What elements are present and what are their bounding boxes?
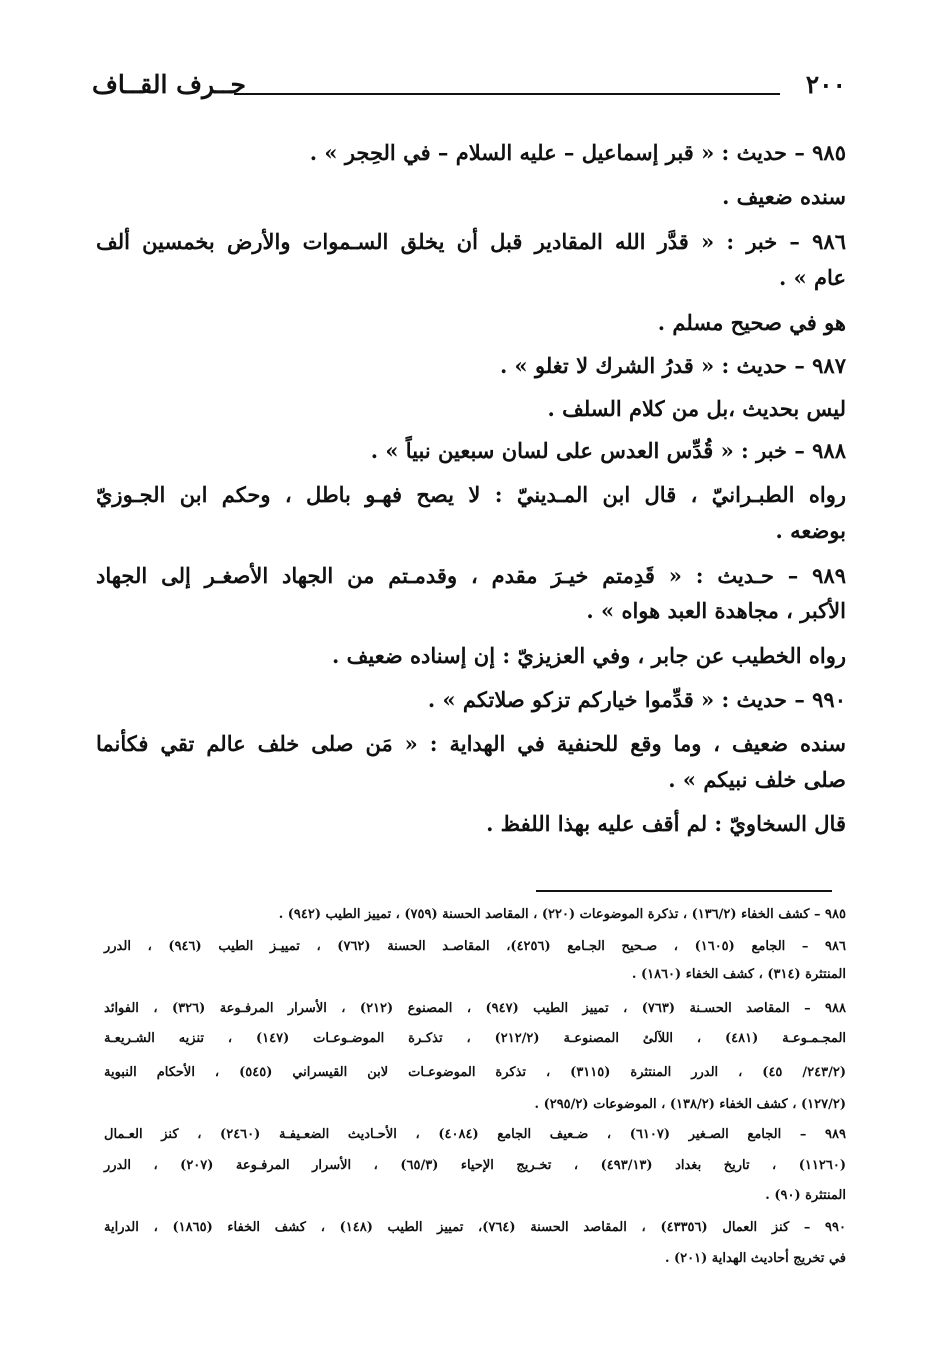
text-line: رواه الطبـرانيّ ، قال ابن المـدينيّ : لا يصح فهـو باطل ، وحكم ابن الجـوزيّ — [96, 482, 846, 507]
footnote-line: (١١٢٦٠) ، تاريخ بغداد (٤٩٣/١٣) ، تخـريج الإحياء (٦٥/٣) ، الأسرار المرفـوعة (٢٠٧) ، الدرر — [104, 1158, 846, 1173]
text-line: ليس بحديث ،بل من كلام السلف . — [547, 396, 846, 421]
footnote-line: المجـمـوعـة (٤٨١) ، اللآلئ المصنوعـة (٢١٢/٢) ، تذكـرة الموضـوعـات (١٤٧) ، تنزيه الشـريعـة — [104, 1031, 847, 1046]
page-header — [92, 64, 846, 104]
text-line: سنده ضعيف . — [722, 184, 846, 209]
footnote-line: المنتثرة (٩٠) . — [765, 1188, 846, 1203]
text-line: عام » . — [779, 265, 846, 290]
text-line: ٩٩٠ – حديث : « قدِّموا خياركم تزكو صلاتكم » . — [427, 687, 846, 712]
footnote-line: (٢٤٣/٢/ ٤٥) ، الدرر المنتثرة (٣١١٥) ، تذكرة الموضوعـات لابن القيسراني (٥٤٥) ، الأحكام النبوية — [104, 1065, 846, 1080]
footnote-line: ٩٨٩ – الجامع الصـغير (٦١٠٧) ، ضـعيف الجامع (٤٠٨٤) ، الأحـاديث الضعـيفـة (٢٤٦٠) ، كنز العـمال — [104, 1127, 846, 1142]
footnote-line: ٩٨٨ – المقاصد الحسـنة (٧٦٣) ، تمييز الطيب (٩٤٧) ، المصنوع (٢١٢) ، الأسرار المرفـوعة (٣٢٦) ، الفوائد — [104, 1001, 846, 1016]
text-line: هو في صحيح مسلم . — [657, 310, 846, 335]
header-rule — [234, 93, 780, 95]
text-line: صلى خلف نبيكم » . — [668, 767, 846, 792]
footnote-line: ٩٩٠ – كنز العمال (٤٣٣٥٦) ، المقاصد الحسنة (٧٦٤)، تمييز الطيب (١٤٨) ، كشف الخفاء (١٨٦٥) ، الدراية — [104, 1220, 846, 1235]
page-number: ٢٠٠ — [805, 70, 846, 99]
running-title: حــرف القــاف — [92, 70, 246, 99]
text-line: ٩٨٧ – حديث : « قدرُ الشرك لا تغلو » . — [499, 353, 846, 378]
text-line: الأكبر ، مجاهدة العبد هواه » . — [586, 598, 846, 623]
footnote-line: (١٢٧/٢) ، كشف الخفاء (١٣٨/٢) ، الموضوعات (٢٩٥/٢) . — [534, 1097, 846, 1112]
footnote-line: في تخريج أحاديث الهداية (٢٠١) . — [664, 1251, 846, 1266]
text-line: ٩٨٥ – حديث : « قبر إسماعيل – عليه السلام – في الحِجر » . — [309, 140, 846, 165]
text-line: بوضعه . — [775, 518, 846, 543]
text-line: سنده ضعيف ، وما وقع للحنفية في الهداية : « مَن صلى خلف عالم تقي فكأنما — [96, 731, 846, 756]
footnote-line: ٩٨٦ – الجامع (١٦٠٥) ، صـحيح الجـامع (٤٢٥٦)، المقاصـد الحسنة (٧٦٢) ، تمييـز الطيب (٩٤٦) ، الدرر — [104, 939, 846, 954]
footnote-line: ٩٨٥ – كشف الخفاء (١٣٦/٢) ، تذكرة الموضوعات (٢٢٠) ، المقاصد الحسنة (٧٥٩) ، تمييز الطيب (٩٤٢) . — [278, 907, 846, 922]
footnote-line: المنتثرة (٣١٤) ، كشف الخفاء (١٨٦٠) . — [631, 967, 846, 982]
footnote-rule — [536, 890, 832, 892]
text-line: رواه الخطيب عن جابر ، وفي العزيزيّ : إن إسناده ضعيف . — [332, 643, 846, 668]
text-line: ٩٨٦ – خبر : « قدَّر الله المقادير قبل أن يخلق السـموات والأرض بخمسين ألف — [96, 229, 846, 254]
text-line: ٩٨٩ – حـديث : « قَدِمتم خيـرَ مقدم ، وقدمـتم من الجهاد الأصغـر إلى الجهاد — [96, 563, 846, 588]
text-line: قال السخاويّ : لم أقف عليه بهذا اللفظ . — [486, 811, 846, 836]
text-line: ٩٨٨ – خبر : « قُدِّس العدس على لسان سبعين نبياً » . — [370, 438, 846, 463]
